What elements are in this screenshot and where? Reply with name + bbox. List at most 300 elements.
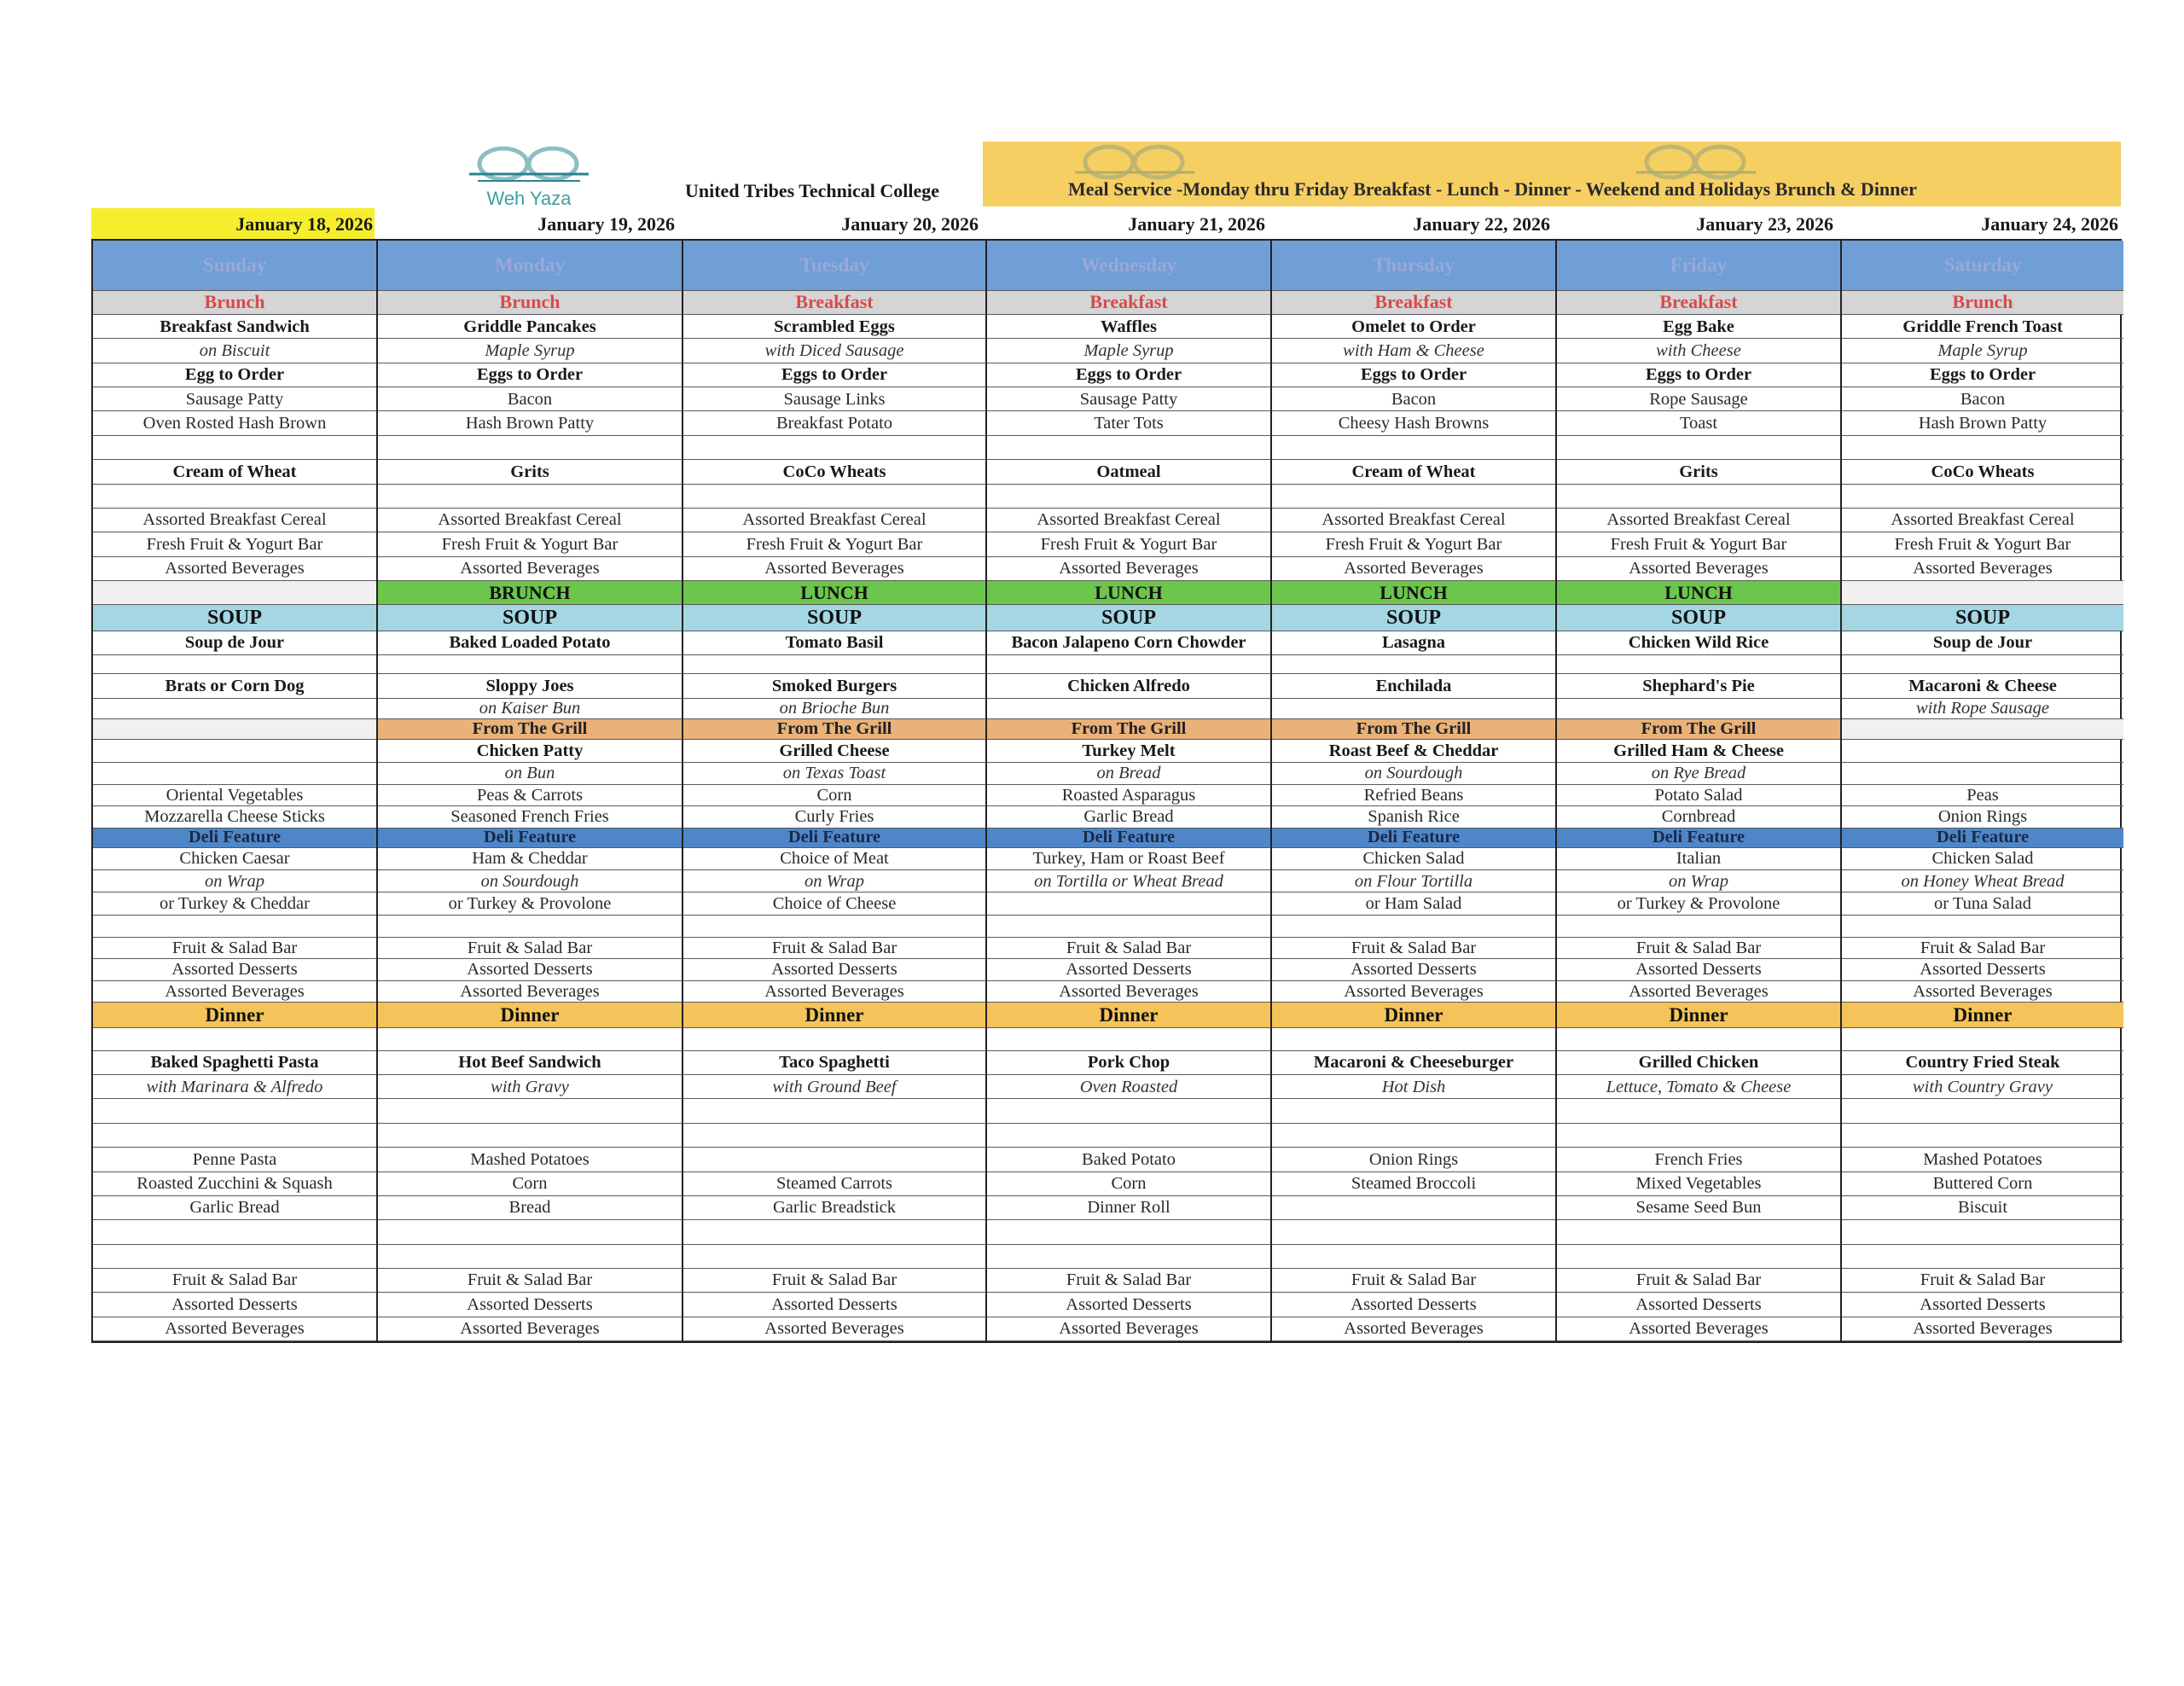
blank-row [1842,1124,2123,1148]
dinner-note [93,1075,376,1099]
lunch-extra [987,981,1270,1003]
blank-row [987,916,1270,938]
lunch-extra-text: Assorted Beverages [1629,981,1769,1001]
day-header [1842,241,2123,291]
menu-item [1272,315,1555,339]
grill-note-text: on Sourdough [1364,763,1463,782]
lunch-extra [1557,981,1840,1003]
entree-note [987,699,1270,719]
soup-item-text: Soup de Jour [184,633,285,653]
side-item [93,806,376,828]
menu-item [1557,460,1840,484]
menu-item [378,411,682,435]
deli-item-text: Chicken Caesar [179,849,290,869]
entree-item-text: Sloppy Joes [485,676,574,695]
side-item [1557,806,1840,828]
entree-note [93,699,376,719]
dinner-header [378,1003,682,1028]
dinner-side-text: Roasted Zucchini & Squash [136,1173,333,1193]
dinner-side-text: Steamed Carrots [775,1173,893,1193]
grill-item [378,740,682,762]
dinner-extra [1272,1317,1555,1341]
menu-item-text: Fresh Fruit & Yogurt Bar [1325,534,1502,554]
lunch-extra-text: Assorted Desserts [1350,960,1477,980]
side-item-text: Garlic Bread [1083,807,1174,827]
blank-row [1272,1245,1555,1269]
blank-row [987,1245,1270,1269]
blank-row [1842,655,2123,674]
deli-item [1272,892,1555,915]
dinner-side [683,1196,985,1220]
dinner-side-text: Onion Rings [1368,1149,1459,1169]
menu-item [1557,436,1840,460]
soup-item-text: Soup de Jour [1932,633,2033,653]
soup-item [987,631,1270,655]
dinner-header [93,1003,376,1028]
menu-item-text: Assorted Breakfast Cereal [1891,510,2075,530]
grill-header-text: From The Grill [776,719,892,739]
menu-item-text: Eggs to Order [781,365,888,385]
day-header-text: Thursday [1373,254,1455,276]
day-header [378,241,682,291]
deli-item-text: Turkey, Ham or Roast Beef [1032,849,1225,869]
menu-item-text: Fresh Fruit & Yogurt Bar [441,534,619,554]
side-item-text: Potato Salad [1654,785,1743,805]
soup-item-text: Bacon Jalapeno Corn Chowder [1011,633,1246,653]
soup-item [1272,631,1555,655]
day-header [93,241,376,291]
dinner-side [93,1196,376,1220]
deli-note-text: on Wrap [804,871,865,891]
menu-item [1272,411,1555,435]
menu-item-text: Hash Brown Patty [1918,413,2048,433]
entree-item [1272,674,1555,698]
deli-item-text: or Ham Salad [1365,893,1462,913]
lunch-extra [93,981,376,1003]
dinner-extra-text: Fruit & Salad Bar [1920,1270,2046,1290]
soup-item-text: Tomato Basil [785,633,884,653]
dinner-side [1272,1172,1555,1196]
dinner-extra [683,1293,985,1317]
deli-item-text: Choice of Cheese [772,893,897,913]
deli-header [1842,828,2123,848]
grill-note [378,763,682,785]
dinner-note-text: with Marinara & Alfredo [146,1077,323,1096]
deli-item [987,848,1270,870]
blank-row [93,1099,376,1123]
dinner-extra-text: Assorted Beverages [165,1319,305,1339]
dinner-side [987,1172,1270,1196]
dinner-side-text: Penne Pasta [192,1149,277,1169]
deli-header [1272,828,1555,848]
lunch-extra [93,959,376,980]
soup-header [93,605,376,631]
grill-header-text: From The Grill [472,719,588,739]
lunch-extra [1272,959,1555,980]
menu-item-text: Rope Sausage [1649,389,1748,409]
menu-item-text: Fresh Fruit & Yogurt Bar [1610,534,1787,554]
menu-item [1557,363,1840,387]
blank-row [378,655,682,674]
deli-header [987,828,1270,848]
lunch-extra [1842,959,2123,980]
menu-item [93,387,376,411]
menu-item-text: Bacon [507,389,553,409]
meal-header [93,291,376,315]
dinner-note-text: Oven Roasted [1079,1077,1178,1096]
menu-item-note [1272,339,1555,363]
dinner-side [1272,1148,1555,1171]
menu-item [378,363,682,387]
menu-item [378,557,682,581]
side-item [1272,785,1555,806]
deli-item [378,892,682,915]
dinner-extra-text: Assorted Beverages [460,1319,600,1339]
menu-item-text: Egg Bake [1663,317,1734,336]
menu-item [1842,532,2123,556]
meal-header-text: Brunch [499,291,561,313]
entree-item-text: Brats or Corn Dog [165,676,305,695]
menu-item-text: CoCo Wheats [1931,462,2035,481]
side-item-text: Peas [1966,785,1999,805]
grill-note [683,763,985,785]
menu-item [93,436,376,460]
side-item [1842,806,2123,828]
menu-item [987,315,1270,339]
menu-item [987,485,1270,509]
menu-item [378,315,682,339]
deli-item [378,848,682,870]
dinner-extra [93,1317,376,1341]
deli-header-text: Deli Feature [1082,828,1176,847]
dinner-header [1557,1003,1840,1028]
soup-header [1557,605,1840,631]
dinner-extra-text: Assorted Desserts [1350,1294,1477,1314]
date-label: January 20, 2026 [841,213,979,235]
dinner-extra-text: Fruit & Salad Bar [1635,1270,1762,1290]
menu-item [987,436,1270,460]
menu-item [1842,509,2123,532]
meal-service-title: Meal Service -Monday thru Friday Breakfast - Lunch - Dinner - Weekend and Holidays Brunch & Dinner [1068,178,1917,200]
blank-row [987,655,1270,674]
day-column [378,241,683,1341]
deli-item-text: Chicken Salad [1931,849,2034,869]
soup-item [378,631,682,655]
dinner-note [1842,1075,2123,1099]
lunch-header [378,581,682,605]
menu-item-text: Sausage Patty [185,389,284,409]
dinner-note [378,1075,682,1099]
dinner-note-text: with Ground Beef [772,1077,897,1096]
grill-note-text: on Bun [504,763,555,782]
entree-note-text: on Kaiser Bun [479,699,581,718]
entree-note [378,699,682,719]
dinner-note [1557,1075,1840,1099]
grill-header-text: From The Grill [1071,719,1187,739]
menu-item-text: Fresh Fruit & Yogurt Bar [746,534,923,554]
menu-item-text: Bacon [1391,389,1437,409]
blank-row [1557,1245,1840,1269]
grill-item [683,740,985,762]
lunch-extra [1272,981,1555,1003]
menu-item-text: Eggs to Order [476,365,584,385]
deli-item-text: or Turkey & Cheddar [160,893,310,913]
dinner-extra-text: Assorted Desserts [771,1294,897,1314]
blank-row [1842,1028,2123,1050]
dinner-side [1557,1148,1840,1171]
soup-header [378,605,682,631]
dinner-header [683,1003,985,1028]
menu-item [1842,315,2123,339]
menu-item-text: Assorted Beverages [764,559,904,578]
meal-header-text: Brunch [204,291,265,313]
menu-item-text: Grits [510,462,549,481]
soup-header-text: SOUP [806,606,862,629]
menu-item [1842,387,2123,411]
menu-item [683,557,985,581]
side-item [1842,785,2123,806]
menu-item-note [93,339,376,363]
deli-note-text: on Honey Wheat Bread [1901,871,2065,891]
soup-item-text: Chicken Wild Rice [1628,633,1769,653]
dinner-side [1272,1196,1555,1220]
dinner-side [93,1148,376,1171]
day-header-text: Tuesday [799,254,869,276]
menu-item [987,532,1270,556]
dinner-entree-text: Hot Beef Sandwich [458,1053,601,1073]
blank-row [1557,1099,1840,1123]
entree-note [1557,699,1840,719]
menu-item-text: Hash Brown Patty [465,413,595,433]
deli-note [93,870,376,892]
side-item-text: Roasted Asparagus [1061,785,1196,805]
dinner-extra [1842,1293,2123,1317]
grill-item-text: Turkey Melt [1082,741,1176,760]
blank-row [1272,1220,1555,1244]
side-item [1557,785,1840,806]
dinner-entree-text: Country Fried Steak [1905,1053,2060,1073]
menu-item [1842,436,2123,460]
weh-yaza-logo [461,143,597,218]
day-column [987,241,1272,1341]
dinner-extra-text: Assorted Desserts [467,1294,593,1314]
lunch-extra-text: Assorted Beverages [1059,981,1199,1001]
dinner-entree-text: Macaroni & Cheeseburger [1313,1053,1514,1073]
blank-row [1272,1028,1555,1050]
lunch-extra-text: Assorted Desserts [171,960,298,980]
menu-item [1272,485,1555,509]
soup-item-text: Lasagna [1381,633,1446,653]
dinner-extra [93,1269,376,1293]
blank-row [683,1245,985,1269]
menu-item [93,532,376,556]
soup-item [683,631,985,655]
menu-item-note-text: Maple Syrup [1083,340,1174,360]
menu-item [683,363,985,387]
soup-header-text: SOUP [1955,606,2010,629]
menu-item [1272,460,1555,484]
blank-row [683,1220,985,1244]
dinner-extra [683,1317,985,1341]
menu-item-note [683,339,985,363]
dinner-side [1557,1172,1840,1196]
deli-item-text: or Turkey & Provolone [448,893,612,913]
weekly-menu-table [91,239,2122,1343]
deli-item [1842,892,2123,915]
menu-item [1842,557,2123,581]
dinner-side-text: Buttered Corn [1932,1173,2033,1193]
grill-note [1557,763,1840,785]
day-header-text: Saturday [1943,254,2022,276]
dinner-extra-text: Assorted Desserts [1066,1294,1192,1314]
dinner-entree [987,1051,1270,1075]
blank-row [378,916,682,938]
day-header-text: Wednesday [1080,254,1177,276]
soup-header [1842,605,2123,631]
day-column [683,241,987,1341]
lunch-header [987,581,1270,605]
menu-item-text: Fresh Fruit & Yogurt Bar [1894,534,2071,554]
dinner-extra-text: Assorted Beverages [1629,1319,1769,1339]
lunch-extra-text: Assorted Desserts [771,960,897,980]
menu-item [1842,411,2123,435]
soup-header [683,605,985,631]
menu-item-text: Fresh Fruit & Yogurt Bar [146,534,323,554]
menu-item-text: Omelet to Order [1351,317,1476,336]
menu-item [1272,363,1555,387]
soup-item [1557,631,1840,655]
dinner-side [1842,1196,2123,1220]
entree-note-text: with Rope Sausage [1915,699,2049,718]
dinner-side [987,1196,1270,1220]
menu-item-note-text: with Ham & Cheese [1343,340,1484,360]
dinner-entree [1842,1051,2123,1075]
deli-item [683,848,985,870]
lunch-extra [378,981,682,1003]
dinner-note-text: with Gravy [491,1077,569,1096]
menu-item-text: Scrambled Eggs [774,317,895,336]
soup-header-text: SOUP [1101,606,1156,629]
blank-row [1842,1220,2123,1244]
deli-note [1557,870,1840,892]
lunch-extra [1272,938,1555,959]
deli-item [1557,892,1840,915]
dinner-side-text: Mashed Potatoes [470,1149,590,1169]
blank-row [378,1220,682,1244]
blank-row [1557,655,1840,674]
lunch-header-text: LUNCH [1095,581,1163,603]
blank-row [683,1099,985,1123]
lunch-extra [378,959,682,980]
dinner-side [1842,1148,2123,1171]
blank-row [987,1028,1270,1050]
meal-header [987,291,1270,315]
day-header [1272,241,1555,291]
lunch-header-text: LUNCH [1380,581,1448,603]
blank-row [683,1124,985,1148]
menu-item [1557,485,1840,509]
menu-item-text: CoCo Wheats [782,462,886,481]
menu-item-text: Sausage Links [783,389,886,409]
deli-note [378,870,682,892]
lunch-extra-text: Assorted Beverages [165,981,305,1001]
dinner-side-text: Biscuit [1957,1198,2008,1218]
deli-header-text: Deli Feature [1367,828,1461,847]
dinner-side [378,1196,682,1220]
menu-item-note-text: with Diced Sausage [764,340,904,360]
side-item-text: Corn [816,785,852,805]
lunch-header [683,581,985,605]
grill-item-text: Grilled Ham & Cheese [1613,741,1784,760]
side-item-text: Oriental Vegetables [166,785,304,805]
menu-item [683,411,985,435]
deli-header [93,828,376,848]
blank-row [1557,1220,1840,1244]
grill-header [987,719,1270,740]
grill-header [1557,719,1840,740]
dinner-entree-text: Pork Chop [1087,1053,1170,1073]
dinner-entree [683,1051,985,1075]
dinner-extra-text: Fruit & Salad Bar [1066,1270,1192,1290]
soup-item [93,631,376,655]
grill-header [1842,719,2123,740]
menu-item-text: Assorted Beverages [1913,559,2053,578]
grill-item [1842,740,2123,762]
menu-item [1842,485,2123,509]
blank-row [378,1028,682,1050]
grill-note-text: on Texas Toast [782,763,886,782]
dinner-note [683,1075,985,1099]
lunch-extra-text: Fruit & Salad Bar [1920,939,2046,958]
menu-item-text: Eggs to Order [1075,365,1182,385]
entree-item-text: Macaroni & Cheese [1908,676,2057,695]
dinner-note [1272,1075,1555,1099]
lunch-header [1272,581,1555,605]
dinner-extra [1557,1317,1840,1341]
menu-item-text: Cream of Wheat [172,462,297,481]
side-item [378,806,682,828]
dinner-extra-text: Assorted Beverages [764,1319,904,1339]
dinner-extra [378,1269,682,1293]
menu-item [1272,532,1555,556]
grill-note [1842,763,2123,785]
grill-header-text: From The Grill [1356,719,1472,739]
grill-note [987,763,1270,785]
grill-item [1557,740,1840,762]
menu-item-text: Eggs to Order [1360,365,1467,385]
deli-item-text: or Tuna Salad [1934,893,2031,913]
menu-item-note [1557,339,1840,363]
dinner-side-text: Corn [1111,1173,1147,1193]
menu-item [987,363,1270,387]
soup-header-text: SOUP [502,606,557,629]
lunch-extra-text: Fruit & Salad Bar [467,939,593,958]
meal-header-text: Breakfast [1659,291,1738,313]
menu-item [683,436,985,460]
deli-header-text: Deli Feature [1652,828,1745,847]
blank-row [1272,1099,1555,1123]
menu-item [378,460,682,484]
menu-item-text: Assorted Breakfast Cereal [142,510,327,530]
menu-item [93,363,376,387]
entree-item [93,674,376,698]
side-item-text: Curly Fries [794,807,874,827]
blank-row [987,1099,1270,1123]
meal-header [1272,291,1555,315]
menu-item-text: Grits [1679,462,1718,481]
menu-item [378,485,682,509]
menu-item-text: Breakfast Sandwich [160,317,310,336]
